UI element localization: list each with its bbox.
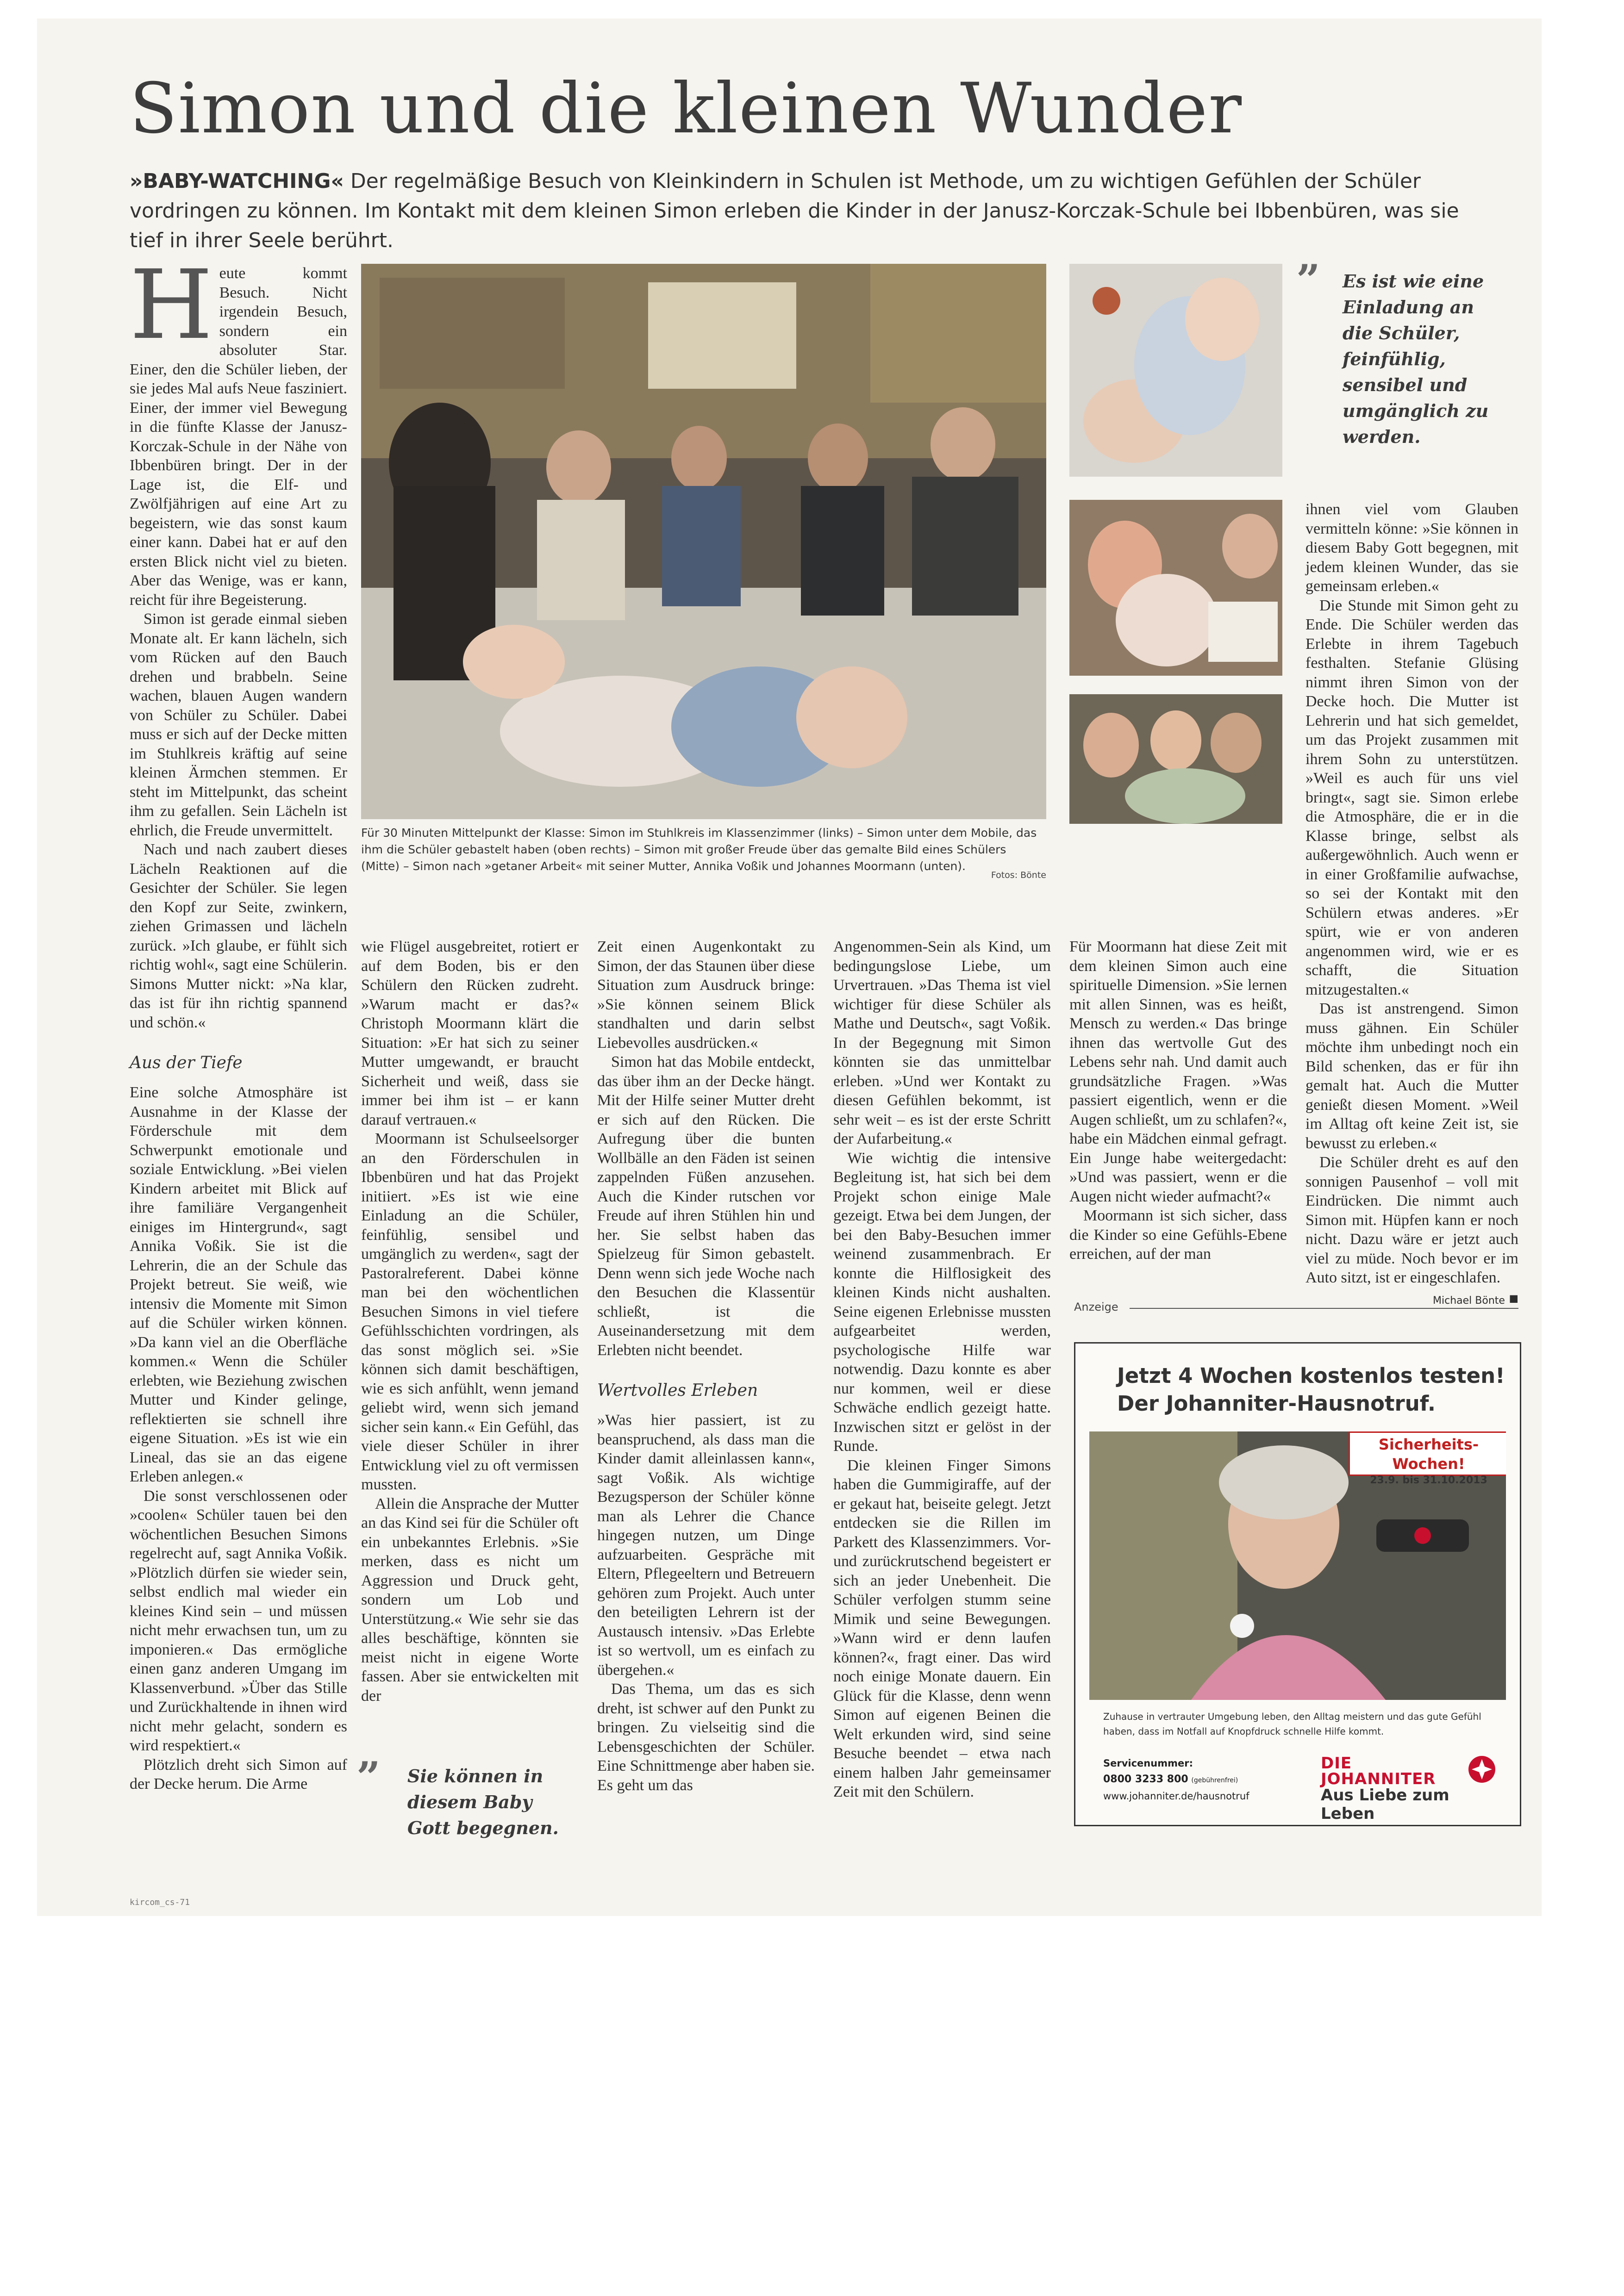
article-column-1 bbox=[130, 249, 347, 1794]
ad-badge-sicherheits-wochen bbox=[1349, 1431, 1506, 1486]
advertisement-johanniter[interactable] bbox=[1074, 1342, 1521, 1826]
ad-label: Anzeige bbox=[1074, 1300, 1118, 1313]
logo-line-1: DIE bbox=[1321, 1754, 1352, 1773]
article-column-4 bbox=[833, 937, 1051, 1802]
col1-paragraph-2: Simon ist gerade einmal sieben Monate alt. Er kann lächeln, sich vom Rücken auf den Bauch drehen und brabbeln. Seine wachen, blauen Augen wandern von Schüler zu Schüler. Dabei muss er sich auf der Decke mitten im Stuhlkreis kräftig auf seine kleinen Ärmchen stemmen. Er steht im Mittelpunkt, das scheint ihm zu gefallen. Sein Lächeln ist ehrlich, die Freude unvermittelt. bbox=[130, 610, 347, 839]
col5-paragraph-2: Moormann ist sich sicher, dass die Kinder so eine Gefühls-Ebene erreichen, auf der man bbox=[1069, 1207, 1287, 1263]
photo-simon-group bbox=[1069, 694, 1282, 824]
ad-service-note: (gebührenfrei) bbox=[1191, 1777, 1238, 1784]
col1-paragraph-1: eute kommt Besuch. Nicht irgendein Besuch, sondern ein absoluter Star. Einer, den die Schüler lieben, der sie jedes Mal aufs Neue fasziniert. Einer, der immer viel Bewegung in die fünfte Klasse der Janusz-Korczak-Schule in der Nähe von Ibbenbüren bringt. Der in der Lage ist, die Elf- und Zwölfjährigen auf eine Art zu begeistern, wie das sonst kaum einer kann. Dabei hat er auf den ersten Blick nicht viel zu bieten. Aber das Wenige, was er kann, reicht für ihre Begeisterung. bbox=[130, 265, 347, 609]
logo-wordmark bbox=[1321, 1755, 1460, 1787]
photo-caption: Für 30 Minuten Mittelpunkt der Klasse: Simon im Stuhlkreis im Klassenzimmer (links) – Simon unter dem Mobile, das ihm die Schüler gebastelt haben (oben rechts) – Simon mit großer Freude über das gemalte Bild eines Schülers (Mitte) – Simon nach »getaner Arbeit« mit seiner Mutter, Annika Voßik und Johannes Moormann (unten). bbox=[361, 826, 1037, 873]
johanniter-logo bbox=[1321, 1754, 1506, 1823]
article-column-3 bbox=[597, 937, 815, 1795]
classroom-photo-illustration bbox=[361, 264, 1046, 819]
col2-paragraph-1: wie Flügel ausgebreitet, rotiert er auf dem Boden, bis er den Schülern den Rücken zudreht. »Warum macht er das?« Christoph Moormann klärt die Situation: »Er hat sich zu seiner Mutter umgewandt, er braucht Sicherheit und weiß, dass sie immer bei ihm ist – er kann darauf vertrauen.« bbox=[361, 938, 579, 1128]
article-column-5 bbox=[1069, 937, 1287, 1264]
ad-divider bbox=[1130, 1308, 1518, 1309]
author-byline: Michael Bönte bbox=[1433, 1294, 1505, 1307]
col2-paragraph-2: Moormann ist Schulseelsorger an den Förderschulen in Ibbenbüren und hat das Projekt initiiert. »Es ist wie eine Einladung an die Schüler, feinfühlig, sensibel und umgänglich zu werden«, sagt der Pastoralreferent. Dabei könne man bei den wöchentlichen Besuchen Simons in viel tiefere Gefühlsschichten vordringen, als das sonst möglich sei. »Sie können sich damit beschäftigen, wie es sich anfühlt, wenn jemand geliebt wird, wenn sich jemand sicher sein kann.« Ein Gefühl, das viele dieser Schüler in ihrer Entwicklung viel zu oft vermissen mussten. bbox=[361, 1130, 579, 1493]
headline: Simon und die kleinen Wunder bbox=[130, 68, 1243, 149]
lead-kicker: »BABY-WATCHING« bbox=[130, 169, 344, 193]
col6-paragraph-2: Die Stunde mit Simon geht zu Ende. Die Schüler werden das Erlebte in ihrem Tagebuch festhalten. Stefanie Glüsing nimmt ihren Simon von der Decke hoch. Die Mutter ist Lehrerin und hat sich gemeldet, um das Projekt zusammen mit ihrem Sohn zu unterstützen. »Weil es auch für uns viel bringt«, sagt sie. Simon erlebe die Atmosphäre, die er in die Klasse bringe, selbst als außergewöhnlich. Auch wenn er in einer Großfamilie aufwachse, so sei der Kontakt mit den Schülern etwas anderes. »Er spürt, wie er von anderen angenommen wird, wie er es schafft, die Situation mitzugestalten.« bbox=[1305, 597, 1518, 998]
pull-quote-1: Es ist wie eine Einladung an die Schüler, feinfühlig, sensibel und umgänglich zu werden. bbox=[1343, 271, 1489, 447]
col4-paragraph-3: Die kleinen Finger Simons haben die Gummigiraffe, auf der er gekaut hat, beiseite gelegt. Jetzt entdecken sie die Rillen im Parkett des Klassenzimmers. Vor- und zurückrutschend begeistert er sich an jeder Unebenheit. Die Schüler verfolgen stumm seine Mimik und seine Bewegungen. »Wann wird er denn laufen können?«, fragt einer. Das wird noch einige Monate dauern. Ein Glück für die Klasse, denn wenn Simon auf eigenen Beinen die Welt erkunden wird, sind seine Besuche beendet – etwa nach einem halben Jahr gemeinsamer Zeit mit den Schülern. bbox=[833, 1456, 1051, 1800]
col1-paragraph-6: Plötzlich dreht sich Simon auf der Decke herum. Die Arme bbox=[130, 1756, 347, 1792]
ad-tagline: Aus Liebe zum Leben bbox=[1321, 1786, 1449, 1823]
logo-line-2: JOHANNITER bbox=[1321, 1770, 1436, 1788]
lead-paragraph bbox=[130, 167, 1481, 255]
footer-code: kircom_cs-71 bbox=[130, 1898, 190, 1907]
ad-body-text: Zuhause in vertrauter Umgebung leben, den Alltag meistern und das gute Gefühl haben, dass im Notfall auf Knopfdruck schnelle Hilfe kommt. bbox=[1103, 1711, 1481, 1737]
col1-paragraph-3: Nach und nach zaubert dieses Lächeln Reaktionen auf die Gesichter der Schüler. Sie legen den Kopf zur Seite, zwinkern, ziehen Grimassen und lächeln zurück. »Ich glaube, er fühlt sich richtig wohl«, sagt eine Schülerin. Simons Mutter nickt: »Na klar, das ist für ihn richtig spannend und schön.« bbox=[130, 841, 347, 1031]
subheading-aus-der-tiefe: Aus der Tiefe bbox=[130, 1053, 243, 1072]
lead-text: Der regelmäßige Besuch von Kleinkindern in Schulen ist Methode, um zu wichtigen Gefühlen der Schüler vordringen zu können. Im Kontakt mit dem kleinen Simon erleben die Kinder in der Janusz-Korczak-Schule bei Ibbenbüren, was sie tief in ihrer Seele berührt. bbox=[130, 169, 1459, 252]
drop-cap: H bbox=[130, 249, 213, 361]
col3-paragraph-1: Zeit einen Augenkontakt zu Simon, der das Staunen über diese Situation zum Ausdruck bringe: »Sie können seinem Blick standhalten und darin selbst Liebevolles ausdrücken.« bbox=[597, 938, 815, 1052]
col6-paragraph-4: Die Schüler dreht es auf den sonnigen Pausenhof – voll mit Eindrücken. Die nimmt auch Simon mit. Hüpfen kann er noch nicht. Dazu wäre er jetzt auch viel zu müde. Noch bevor er im Auto sitzt, ist er eingeschlafen. bbox=[1305, 1154, 1518, 1286]
ad-service-label: Servicenummer: bbox=[1103, 1758, 1193, 1769]
photo-simon-mobile bbox=[1069, 264, 1282, 477]
article-column-2 bbox=[361, 937, 579, 1705]
quote-mark-2: ” bbox=[356, 1753, 381, 1802]
end-mark: ■ bbox=[1509, 1290, 1518, 1307]
col4-paragraph-2: Wie wichtig die intensive Begleitung ist, hat sich bei dem Projekt schon einige Male gezeigt. Etwa bei dem Jungen, der bei den Baby-Besuchen immer weinend zusammenbrach. Er konnte die Hilflosigkeit des kleinen Kinds nicht aushalten. Seine eigenen Erlebnisse mussten aufgearbeitet werden, psychologische Hilfe war notwendig. Dazu konnte es aber nur kommen, weil er diese Schwäche endlich gezeigt hatte. Inzwischen sitzt er gelöst in der Runde. bbox=[833, 1149, 1051, 1455]
main-photo-classroom bbox=[361, 264, 1046, 819]
ad-headline-line-1: Jetzt 4 Wochen kostenlos testen! bbox=[1117, 1363, 1505, 1388]
subheading-wertvolles-erleben: Wertvolles Erleben bbox=[597, 1381, 758, 1400]
col3-paragraph-2: Simon hat das Mobile entdeckt, das über ihm an der Decke hängt. Mit der Hilfe seiner Mutter dreht er sich auf den Rücken. Die Aufregung über die bunten Wollbälle an den Fäden ist seinen zappelnden Füßen anzusehen. Auch die Kinder rutschen vor Freude auf ihren Stühlen hin und her. Sie selbst haben das Spielzeug für Simon gebastelt. Denn wenn sich jede Woche nach den Besuchen die Klassentür schließt, ist die Auseinandersetzung mit dem Erlebten nicht beendet. bbox=[597, 1053, 815, 1359]
col3-paragraph-3: »Was hier passiert, ist zu beanspruchend, als dass man die Kinder damit alleinlassen kann«, sagt Voßik. Als wichtige Bezugsperson der Schüler könne man als Lehrer die Chance hingegen nutzen, um Dinge aufzuarbeiten. Gespräche mit Eltern, Pflegeeltern und Betreuern gehören zum Projekt. Auch unter den beteiligten Lehrern ist der Austausch intensiv. »Das Erlebte ist so wertvoll, um es einfach zu übergehen.« bbox=[597, 1412, 815, 1679]
johanniter-cross-icon bbox=[1468, 1755, 1496, 1783]
ad-service-block bbox=[1103, 1755, 1344, 1804]
ad-badge-title: Sicherheits-Wochen! bbox=[1378, 1436, 1479, 1473]
col5-paragraph-1: Für Moormann hat diese Zeit mit dem kleinen Simon auch eine spirituelle Dimension. »Sie lernen mit allen Sinnen, was es heißt, Mensch zu werden.« Das bringe ihnen das wertvolle Gut des Lebens sehr nah. Und damit auch grundsätzliche Fragen. »Was passiert eigentlich, wenn er die Augen schließt, um zu schlafen?«, habe ein Mädchen einmal gefragt. Ein Junge habe weitergedacht: »Und was passiert, wenn er die Augen nicht wieder aufmacht?« bbox=[1069, 938, 1287, 1205]
photo-simon-drawing bbox=[1069, 500, 1282, 676]
col1-paragraph-5: Die sonst verschlossenen oder »coolen« Schüler tauen bei den wöchentlichen Besuchen Simons regelrecht auf, sagt Annika Voßik. »Plötzlich dürfen sie wieder sein, selbst endlich mal wieder ein kleines Kind sein – und müssen nicht mehr erwachsen tun, um zu imponieren.« Das ermögliche einen ganz anderen Umgang im Klassenverbund. »Über das Stille und Zurückhaltende in ihnen wird nicht mehr gelacht, sondern es wird respektiert.« bbox=[130, 1487, 347, 1754]
ad-headline-line-2: Der Johanniter-Hausnotruf. bbox=[1117, 1391, 1436, 1416]
newspaper-page bbox=[37, 19, 1542, 1916]
col6-paragraph-3: Das ist anstrengend. Simon muss gähnen. Ein Schüler möchte ihm unbedingt noch ein Bild schenken, das er für ihn gemalt hat. Auch die Mutter genießt diesen Moment. »Weil im Alltag oft keine Zeit ist, sie bewusst zu erleben.« bbox=[1305, 1000, 1518, 1152]
col6-paragraph-1: ihnen viel vom Glauben vermitteln könne: »Sie können in diesem Baby Gott begegnen, mit jedem kleinen Wunder, das sie gemeinsam erleben.« bbox=[1305, 501, 1518, 595]
photo-credit: Fotos: Bönte bbox=[991, 870, 1046, 880]
ad-badge-dates: 23.9. bis 31.10.2013 bbox=[1370, 1475, 1487, 1486]
col2-paragraph-3: Allein die Ansprache der Mutter an das Kind sei für die Schüler oft ein unbekanntes Erlebnis. »Sie merken, dass es nicht um Aggression und Druck geht, sondern um Lob und Unterstützung.« Wie sehr sie das alles beschäftige, könnten sie meist nicht in eigene Worte fassen. Aber sie entwickelten mit der bbox=[361, 1495, 579, 1705]
pull-quote-2: Sie können in diesem Baby Gott begegnen. bbox=[407, 1766, 559, 1838]
ad-headline bbox=[1117, 1362, 1505, 1418]
col4-paragraph-1: Angenommen-Sein als Kind, um bedingungslose Liebe, um Urvertrauen. »Das Thema ist viel wichtiger für diese Schüler als Mathe und Deutsch«, sagt Voßik. In der Begegnung mit Simon könnten sie das unmittelbar erleben. »Und wer Kontakt zu diesen Gefühlen bekommt, ist sehr weit – es ist der erste Schritt der Aufarbeitung.« bbox=[833, 938, 1051, 1147]
quote-mark-1: ” bbox=[1296, 255, 1320, 305]
col3-paragraph-4: Das Thema, um das es sich dreht, ist schwer auf den Punkt zu bringen. Zu vielseitig sind die Lebensgeschichten der Schüler. Eine Schnittmenge aber haben sie. Es geht um das bbox=[597, 1680, 815, 1794]
col1-paragraph-4: Eine solche Atmosphäre ist Ausnahme in der Klasse der Förderschule mit dem Schwerpunkt emotionale und soziale Entwicklung. »Bei vielen Kindern arbeitet mit Blick auf ihre familiäre Vergangenheit einiges im Hintergrund«, sagt Annika Voßik. Sie ist die Lehrerin, die an der Schule das Projekt betreut. Sie weiß, wie intensiv die Momente mit Simon auf die Schüler wirken können. »Da kann viel an die Oberfläche kommen.« Wenn die Schüler erlebten, wie Beziehung zwischen Mutter und Kinder gelinge, reflektierten sie schnell ihre eigene Situation. »Es ist wie ein Lineal, das sie an das eigene Erleben anlegen.« bbox=[130, 1084, 347, 1485]
ad-service-number[interactable]: 0800 3233 800 bbox=[1103, 1773, 1188, 1785]
ad-photo-senior-woman bbox=[1089, 1431, 1506, 1700]
ad-url[interactable]: www.johanniter.de/hausnotruf bbox=[1103, 1791, 1249, 1802]
article-column-6 bbox=[1305, 500, 1518, 1310]
